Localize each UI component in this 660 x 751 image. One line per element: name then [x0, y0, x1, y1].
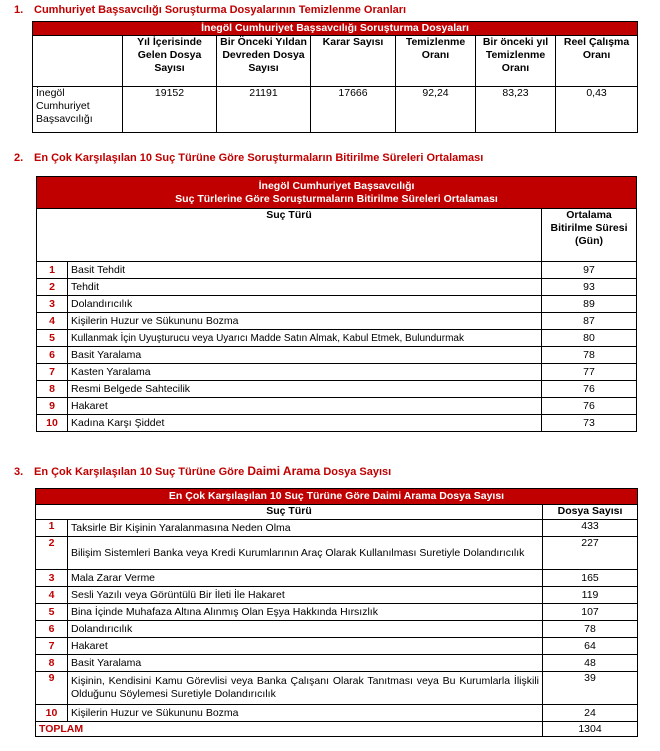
row-crime-type: Kişinin, Kendisini Kamu Görevlisi veya Banka Çalışanı Olarak Tanıtması veya Bu Kurumlarla İlişkili Olduğunu Söylemesi Suretiyle Dolandırıcılık	[68, 672, 543, 705]
row-value: 165	[543, 570, 638, 587]
temizlenme-table	[32, 21, 638, 133]
col-suc-turu: Suç Türü	[36, 505, 543, 520]
row-crime-type: Sesli Yazılı veya Görüntülü Bir İleti İle Hakaret	[68, 587, 543, 604]
row-number: 8	[36, 655, 68, 672]
section2-number: 2.	[14, 152, 24, 164]
row-value: 119	[543, 587, 638, 604]
section2-title	[14, 152, 483, 164]
row-crime-type: Kişilerin Huzur ve Sükununu Bozma	[68, 313, 542, 330]
row-number: 8	[37, 381, 68, 398]
bitirilme-title-line1: İnegöl Cumhuriyet Başsavcılığı	[258, 179, 415, 192]
table-row	[37, 415, 637, 432]
section1-number: 1.	[14, 4, 24, 16]
temizlenme-table-title: İnegöl Cumhuriyet Başsavcılığı Soruşturma Dosyaları	[33, 22, 638, 36]
daimi-arama-table-title: En Çok Karşılaşılan 10 Suç Türüne Göre Daimi Arama Dosya Sayısı	[36, 489, 638, 505]
row-crime-type: Kasten Yaralama	[68, 364, 542, 381]
row-crime-type: Mala Zarar Verme	[68, 570, 543, 587]
row-number: 3	[37, 296, 68, 313]
row-value: 97	[542, 262, 637, 279]
table-row	[37, 262, 637, 279]
section3-title	[14, 464, 391, 478]
row-number: 1	[36, 520, 68, 537]
table-row	[37, 296, 637, 313]
row-number: 10	[37, 415, 68, 432]
row-number: 9	[37, 398, 68, 415]
row-value: 93	[542, 279, 637, 296]
row-number: 10	[36, 705, 68, 722]
row-value: 76	[542, 381, 637, 398]
table-row	[36, 570, 638, 587]
row-number: 1	[37, 262, 68, 279]
row-value: 48	[543, 655, 638, 672]
row-value: 227	[543, 537, 638, 570]
table-row	[37, 381, 637, 398]
table-row	[37, 313, 637, 330]
row-value: 78	[543, 621, 638, 638]
row-number: 6	[37, 347, 68, 364]
row-crime-type: Dolandırıcılık	[68, 621, 543, 638]
table-row	[36, 705, 638, 722]
table-row	[36, 520, 638, 537]
section3-title-pre: En Çok Karşılaşılan 10 Suç Türüne Göre	[34, 466, 248, 478]
bitirilme-table-title	[37, 177, 637, 209]
section1-title	[14, 4, 406, 16]
row-crime-type: Basit Yaralama	[68, 655, 543, 672]
table-row	[36, 672, 638, 705]
section3-number: 3.	[14, 466, 24, 478]
row-number: 4	[37, 313, 68, 330]
table-row	[36, 537, 638, 570]
row-number: 5	[37, 330, 68, 347]
table-row	[37, 364, 637, 381]
section3-title-post: Dosya Sayısı	[320, 466, 392, 478]
value-onceki-temizlenme: 83,23	[476, 87, 556, 133]
col-ortalama-sure: Ortalama Bitirilme Süresi (Gün)	[542, 209, 637, 262]
row-crime-type: Hakaret	[68, 398, 542, 415]
section3-title-bold: Daimi Arama	[247, 464, 321, 478]
bitirilme-table	[36, 176, 637, 432]
row-number: 6	[36, 621, 68, 638]
row-value: 80	[542, 330, 637, 347]
row-number: 5	[36, 604, 68, 621]
row-crime-type: Kadına Karşı Şiddet	[68, 415, 542, 432]
table-row	[37, 330, 637, 347]
row-value: 39	[543, 672, 638, 705]
table-row	[37, 279, 637, 296]
value-gelen-dosya: 19152	[123, 87, 217, 133]
row-value: 77	[542, 364, 637, 381]
row-label: İnegöl Cumhuriyet Başsavcılığı	[33, 87, 123, 133]
row-crime-type: Taksirle Bir Kişinin Yaralanmasına Neden Olma	[68, 520, 543, 537]
row-number: 7	[36, 638, 68, 655]
row-number: 3	[36, 570, 68, 587]
row-value: 433	[543, 520, 638, 537]
col-onceki-temizlenme: Bir önceki yıl Temizlenme Oranı	[476, 36, 556, 87]
row-crime-type: Dolandırıcılık	[68, 296, 542, 313]
row-value: 87	[542, 313, 637, 330]
row-crime-type: Kullanmak İçin Uyuşturucu veya Uyarıcı Madde Satın Almak, Kabul Etmek, Bulundurmak	[68, 330, 542, 347]
row-number: 9	[36, 672, 68, 705]
value-temizlenme-orani: 92,24	[396, 87, 476, 133]
table-row	[37, 398, 637, 415]
row-value: 24	[543, 705, 638, 722]
row-number: 4	[36, 587, 68, 604]
value-reel-calisma: 0,43	[556, 87, 638, 133]
row-value: 73	[542, 415, 637, 432]
total-value: 1304	[543, 722, 638, 737]
table-row	[37, 347, 637, 364]
col-suc-turu: Suç Türü	[37, 209, 542, 262]
col-karar-sayisi: Karar Sayısı	[311, 36, 396, 87]
section2-title-text: En Çok Karşılaşılan 10 Suç Türüne Göre Soruşturmaların Bitirilme Süreleri Ortalaması	[34, 152, 484, 164]
table-row	[36, 604, 638, 621]
row-value: 64	[543, 638, 638, 655]
table-row	[36, 587, 638, 604]
value-devreden-dosya: 21191	[217, 87, 311, 133]
row-number: 7	[37, 364, 68, 381]
total-label: TOPLAM	[36, 722, 543, 737]
col-dosya-sayisi: Dosya Sayısı	[543, 505, 638, 520]
value-karar-sayisi: 17666	[311, 87, 396, 133]
table-row	[36, 655, 638, 672]
bitirilme-title-line2: Suç Türlerine Göre Soruşturmaların Bitirilme Süreleri Ortalaması	[175, 192, 498, 205]
col-reel-calisma: Reel Çalışma Oranı	[556, 36, 638, 87]
row-crime-type: Basit Tehdit	[68, 262, 542, 279]
row-crime-type: Tehdit	[68, 279, 542, 296]
row-value: 107	[543, 604, 638, 621]
section1-title-text: Cumhuriyet Başsavcılığı Soruşturma Dosyalarının Temizlenme Oranları	[34, 4, 407, 16]
row-crime-type: Kişilerin Huzur ve Sükununu Bozma	[68, 705, 543, 722]
row-number: 2	[36, 537, 68, 570]
col-gelen-dosya: Yıl İçerisinde Gelen Dosya Sayısı	[123, 36, 217, 87]
row-crime-type: Basit Yaralama	[68, 347, 542, 364]
row-value: 78	[542, 347, 637, 364]
col-temizlenme-orani: Temizlenme Oranı	[396, 36, 476, 87]
row-crime-type: Resmi Belgede Sahtecilik	[68, 381, 542, 398]
row-value: 89	[542, 296, 637, 313]
table-row	[36, 638, 638, 655]
total-row	[36, 722, 638, 737]
row-crime-type: Hakaret	[68, 638, 543, 655]
row-value: 76	[542, 398, 637, 415]
col-devreden-dosya: Bir Önceki Yıldan Devreden Dosya Sayısı	[217, 36, 311, 87]
row-crime-type: Bina İçinde Muhafaza Altına Alınmış Olan Eşya Hakkında Hırsızlık	[68, 604, 543, 621]
row-number: 2	[37, 279, 68, 296]
table-row	[36, 621, 638, 638]
daimi-arama-table	[35, 488, 638, 737]
row-crime-type: Bilişim Sistemleri Banka veya Kredi Kurumlarının Araç Olarak Kullanılması Suretiyle Dolandırıcılık	[68, 537, 543, 570]
header-empty-cell	[33, 36, 123, 87]
